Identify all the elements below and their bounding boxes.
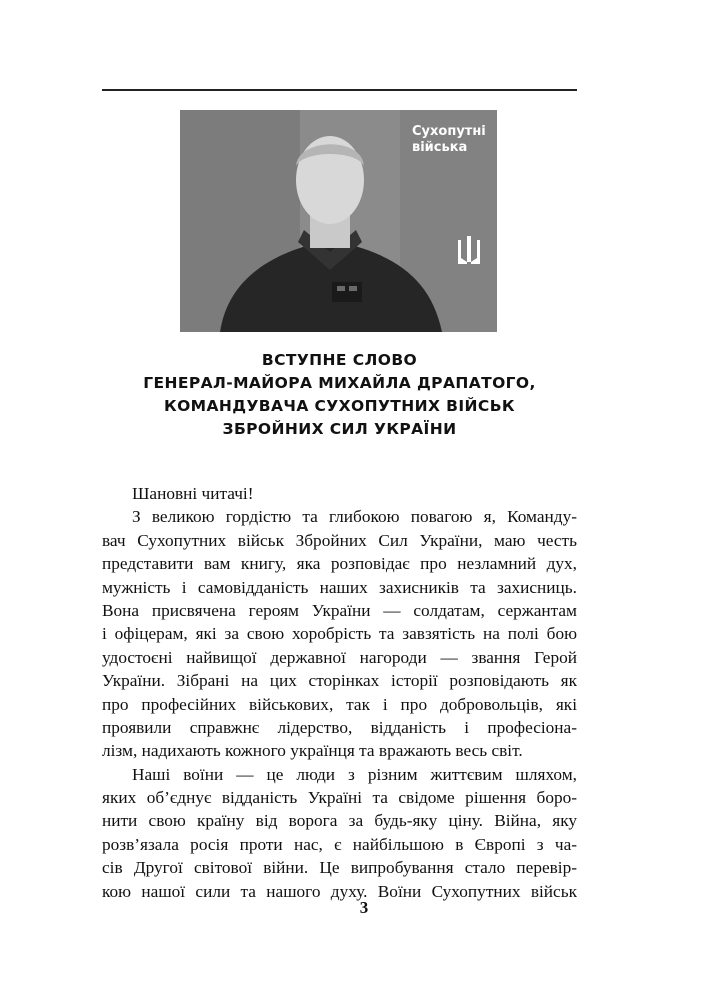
text-line: удостоєні найвищої державної нагороди — звання Герой [102, 647, 577, 667]
text-line: вач Сухопутних військ Збройних Сил України, маю честь [102, 530, 577, 550]
text-line: лізм, надихають кожного українця та вражають весь світ. [102, 741, 523, 761]
text-line: представити вам книгу, яка розповідає про незламний дух, [102, 554, 577, 574]
text-line: сів Другої світової війни. Це випробування стало перевір- [102, 858, 577, 878]
text-line: проявили справжнє лідерство, відданість і професіона- [102, 717, 577, 737]
text-line: нити свою країну від ворога за будь-яку ціну. Війна, яку [102, 811, 577, 831]
text-line: Вона присвячена героям України — солдатам, сержантам [102, 600, 577, 620]
body-text [102, 482, 577, 903]
photo-banner-line: війська [412, 140, 468, 155]
heading-line: ВСТУПНЕ СЛОВО [261, 351, 418, 369]
salutation: Шановні читачі! [132, 484, 254, 503]
text-line: кою нашої сили та нашого духу. Воїни Сухопутних військ [102, 881, 577, 901]
text-line: яких об’єднує відданість Україні та свідоме рішення боро- [102, 788, 577, 808]
section-heading [102, 349, 577, 441]
text-line: розв’язала росія проти нас, є найбільшою в Європі з ча- [102, 834, 577, 854]
photo-banner-text [412, 124, 492, 156]
heading-line: ЗБРОЙНИХ СИЛ УКРАЇНИ [222, 420, 457, 438]
page-number: 3 [359, 898, 369, 917]
heading-line: КОМАНДУВАЧА СУХОПУТНИХ ВІЙСЬК [164, 397, 515, 415]
photo-banner-line: Сухопутні [412, 124, 486, 139]
text-line: З великою гордістю та глибокою повагою я, Команду- [132, 507, 577, 527]
text-line: України. Зібрані на цих сторінках історії розповідають як [102, 671, 577, 691]
text-line: про професійних військових, так і про добровольців, які [102, 694, 577, 714]
text-line: Наші воїни — це люди з різним життєвим шляхом, [132, 764, 577, 784]
portrait-photo [180, 110, 497, 332]
text-line: і офіцерам, які за свою хоробрість та завзятість на полі бою [102, 624, 577, 644]
heading-line: ГЕНЕРАЛ-МАЙОРА МИХАЙЛА ДРАПАТОГО, [143, 374, 536, 392]
text-line: мужність і самовідданість наших захисників та захисниць. [102, 577, 577, 597]
header-rule [102, 89, 577, 91]
